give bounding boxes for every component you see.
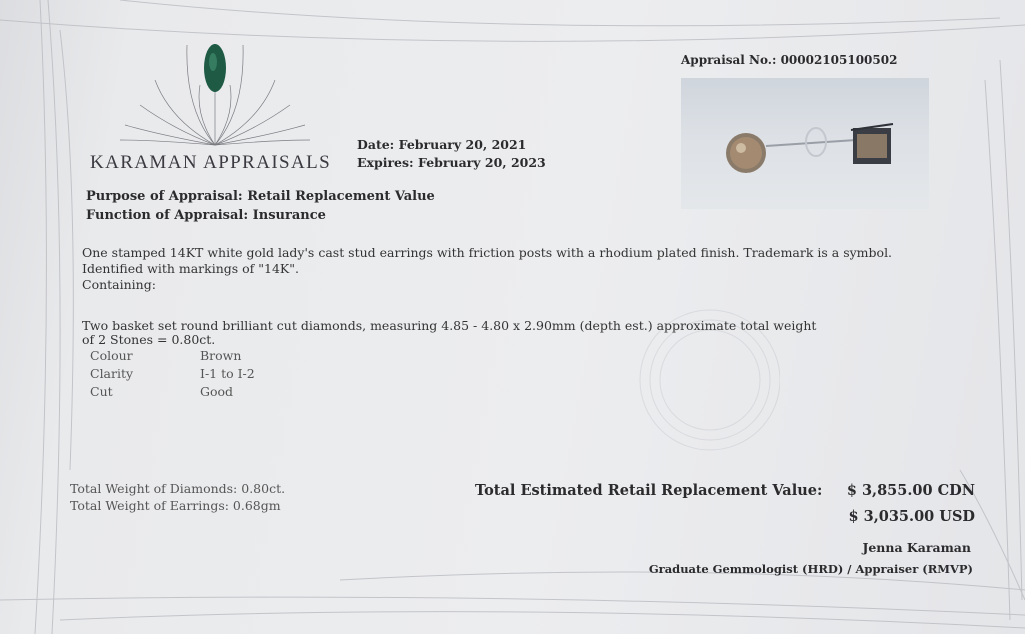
description-line: Containing: <box>82 277 156 292</box>
stones-description: of 2 Stones = 0.80ct. <box>82 332 216 347</box>
total-weight-diamonds: Total Weight of Diamonds: 0.80ct. <box>70 481 286 496</box>
spec-value-colour: Brown <box>200 348 242 363</box>
spec-value-cut: Good <box>200 384 234 399</box>
valuation-usd: $ 3,035.00 USD <box>848 508 975 525</box>
logo-icon <box>115 40 315 150</box>
expiry-date: Expires: February 20, 2023 <box>357 155 546 170</box>
valuation-cdn: $ 3,855.00 CDN <box>846 482 975 499</box>
brand-name: KARAMAN APPRAISALS <box>90 152 332 173</box>
spec-label-colour: Colour <box>90 348 133 363</box>
spec-label-clarity: Clarity <box>90 366 134 381</box>
function-of-appraisal: Function of Appraisal: Insurance <box>86 208 326 223</box>
stones-description: Two basket set round brilliant cut diamonds, measuring 4.85 - 4.80 x 2.90mm (depth est.) approximate total weight <box>82 318 817 333</box>
purpose-of-appraisal: Purpose of Appraisal: Retail Replacement Value <box>86 189 435 204</box>
description-line: Identified with markings of "14K". <box>82 261 299 276</box>
appraisal-number: Appraisal No.: 00002105100502 <box>681 53 898 67</box>
watermark <box>380 260 780 460</box>
spec-value-clarity: I-1 to I-2 <box>200 366 255 381</box>
spec-label-cut: Cut <box>90 384 113 399</box>
total-weight-earrings: Total Weight of Earrings: 0.68gm <box>70 498 281 513</box>
valuation-label: Total Estimated Retail Replacement Value: <box>475 482 823 499</box>
description-line: One stamped 14KT white gold lady's cast stud earrings with friction posts with a rhodium plated finish. Trademark is a symbol. <box>82 245 893 260</box>
earring-photo <box>681 78 929 209</box>
appraisal-date: Date: February 20, 2021 <box>357 137 527 152</box>
appraiser-name: Jenna Karaman <box>862 540 971 555</box>
appraiser-title: Graduate Gemmologist (HRD) / Appraiser (RMVP) <box>648 562 973 576</box>
